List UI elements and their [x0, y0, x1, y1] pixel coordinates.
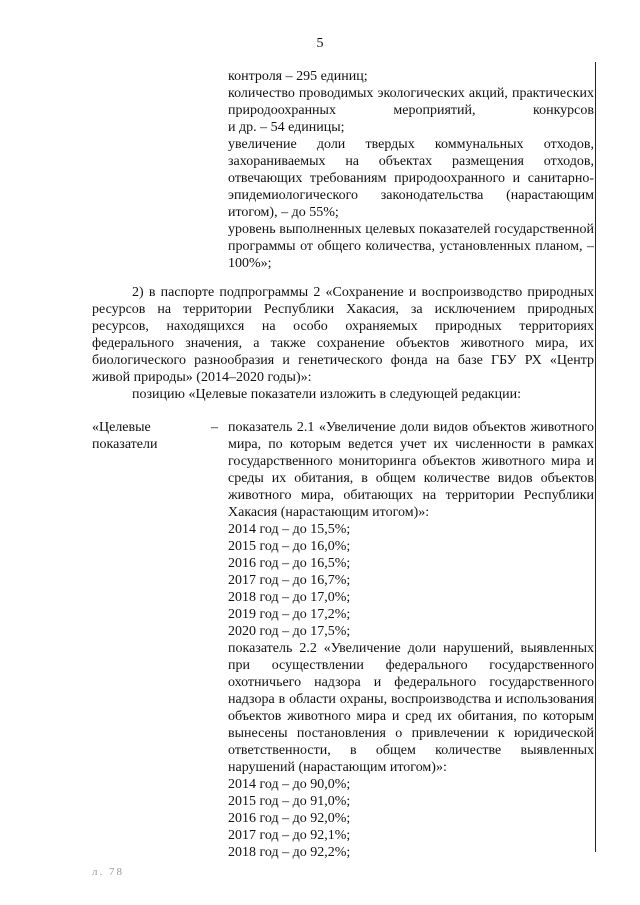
text-line: среды их обитания, в общем количестве видов объектов	[228, 471, 594, 486]
text-line: количество проводимых экологических акций, практических	[228, 86, 594, 101]
text-line: показатель 2.2 «Увеличение доли нарушений, выявленных	[228, 641, 594, 656]
year-value: 2015 год – до 91,0%;	[228, 794, 351, 809]
text-line: и др. – 54 единицы;	[228, 120, 345, 135]
text-line: вынесены постановления о привлечении к юридической	[228, 726, 594, 741]
text-line: федерального значения, а также сохранение объектов животного мира, их	[92, 336, 594, 351]
year-value: 2018 год – до 17,0%;	[228, 590, 351, 605]
text-line: увеличение доли твердых коммунальных отходов,	[228, 137, 594, 152]
position-line: позицию «Целевые показатели изложить в следующей редакции:	[132, 387, 521, 402]
text-line: при осуществлении федерального государственного	[228, 658, 594, 673]
text-line: живой природы» (2014–2020 годы)»:	[92, 370, 312, 385]
text-line: программы от общего количества, установленных планом, –	[228, 239, 594, 254]
year-value: 2017 год – до 16,7%;	[228, 573, 351, 588]
indicators	[228, 419, 594, 861]
label-line: «Целевые	[92, 420, 151, 435]
year-value: 2014 год – до 90,0%;	[228, 777, 351, 792]
indicator-2-2	[228, 640, 594, 861]
year-value: 2018 год – до 92,2%;	[228, 845, 351, 860]
text-line: биологического разнообразия и генетического фонда на базе ГБУ РХ «Центр	[92, 353, 594, 368]
paragraph-2	[92, 284, 594, 403]
text-line: контроля – 295 единиц;	[228, 69, 368, 84]
footer-mark: л. 78	[92, 866, 124, 878]
year-value: 2019 год – до 17,2%;	[228, 607, 351, 622]
target-indicators-label	[92, 419, 202, 453]
text-line: ресурсов, находящихся на особо охраняемых природных территориях	[92, 319, 594, 334]
text-line: ответственности, в общем количестве выявленных	[228, 743, 594, 758]
text-line: отвечающих требованиям природоохранного и санитарно-	[228, 171, 594, 186]
text-line: государственного мониторинга объектов животного мира и	[228, 454, 594, 469]
text-line: надзора в области охраны, воспроизводства и использования	[228, 692, 594, 707]
label-line: показатели	[92, 437, 158, 452]
year-value: 2015 год – до 16,0%;	[228, 539, 351, 554]
year-value: 2014 год – до 15,5%;	[228, 522, 351, 537]
text-line: мира, по которым ведется учет их численности в рамках	[228, 437, 594, 452]
year-value: 2016 год – до 16,5%;	[228, 556, 351, 571]
text-line: объектов животного мира и сред их обитания, по которым	[228, 709, 594, 724]
text-line: охотничьего надзора и федерального государственного	[228, 675, 594, 690]
year-value: 2020 год – до 17,5%;	[228, 624, 351, 639]
text-line: нарушений (нарастающим итогом)»:	[228, 760, 447, 775]
text-line: 2) в паспорте подпрограммы 2 «Сохранение и воспроизводство природных	[132, 285, 594, 300]
page-border-right	[595, 62, 596, 852]
targets-continuation	[228, 68, 594, 272]
text-line: показатель 2.1 «Увеличение доли видов объектов животного	[228, 420, 594, 435]
text-line: ресурсов на территории Республики Хакасия, за исключением природных	[92, 302, 594, 317]
text-line: животного мира, обитающих на территории Республики	[228, 488, 594, 503]
indicator-2-1	[228, 419, 594, 640]
text-line: эпидемиологического законодательства (нарастающим	[228, 188, 594, 203]
text-line: уровень выполненных целевых показателей государственной	[228, 222, 594, 237]
year-value: 2017 год – до 92,1%;	[228, 828, 351, 843]
text-line: природоохранных мероприятий, конкурсов	[228, 103, 594, 118]
text-line: Хакасия (нарастающим итогом)»:	[228, 505, 430, 520]
year-value: 2016 год – до 92,0%;	[228, 811, 351, 826]
label-dash: –	[211, 420, 218, 435]
text-line: итогом), – до 55%;	[228, 205, 339, 220]
text-line: 100%»;	[228, 256, 272, 271]
page-number: 5	[316, 36, 324, 51]
text-line: захораниваемых на объектах размещения отходов,	[228, 154, 594, 169]
